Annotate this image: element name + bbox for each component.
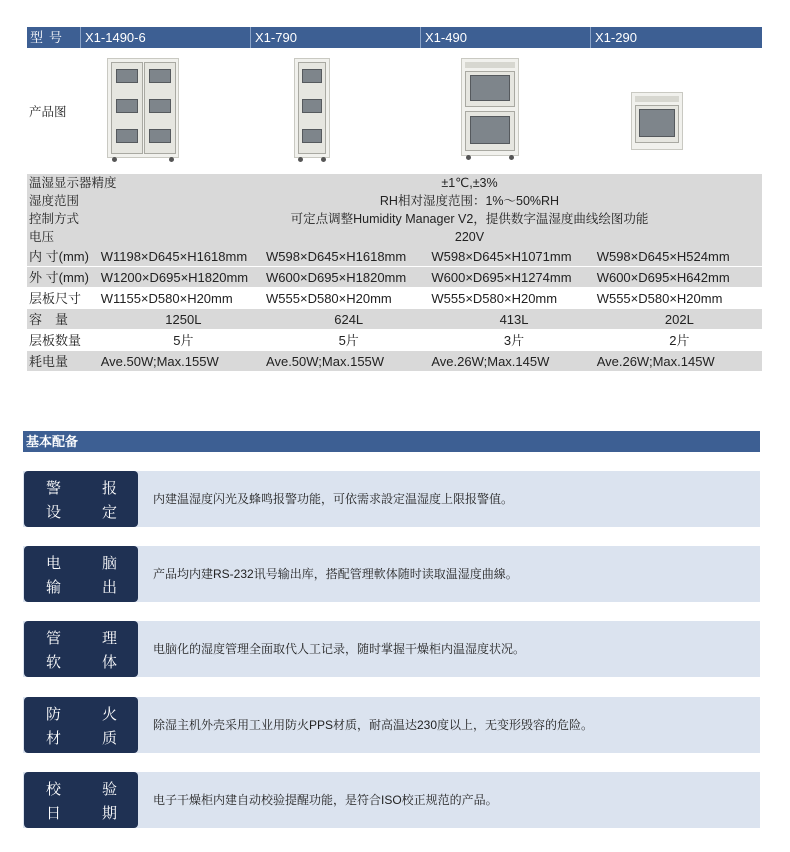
spec-label: 容 量 (29, 312, 69, 327)
tag-char: 期 (102, 805, 118, 822)
feature-tag (24, 471, 138, 527)
model-name: X1-290 (595, 30, 637, 45)
tag-char: 电 (46, 555, 62, 572)
product-image-row (27, 48, 762, 174)
spec-value: W598×D645×H1071mm (431, 249, 572, 264)
spec-value: W1155×D580×H20mm (100, 291, 233, 306)
tag-char: 火 (102, 706, 118, 723)
spec-value: 220V (454, 230, 485, 244)
spec-row-inner-size (27, 246, 762, 267)
spec-value: 可定点调整Humidity Manager V2，提供数字温湿度曲线绘图功能 (290, 212, 649, 226)
spec-value: 413L (499, 312, 529, 327)
spec-row-outer-size (27, 267, 762, 288)
spec-row-humidity-range (27, 192, 762, 210)
product-image-x1-490 (421, 48, 591, 174)
model-name: X1-490 (421, 27, 591, 48)
spec-value: Ave.50W;Max.155W (266, 354, 385, 369)
spec-value: RH相对湿度范围：1%～50%RH (379, 194, 560, 208)
spec-value: Ave.50W;Max.155W (100, 354, 219, 369)
tag-char: 理 (102, 630, 118, 647)
spec-value: W598×D645×H524mm (596, 249, 730, 264)
spec-value: Ave.26W;Max.145W (431, 354, 550, 369)
spec-value: 5片 (173, 333, 194, 348)
spec-value: W598×D645×H1618mm (266, 249, 407, 264)
spec-row-control-mode (27, 210, 762, 228)
feature-tag (24, 546, 138, 602)
spec-row-power (27, 351, 762, 372)
spec-value: W555×D580×H20mm (596, 291, 723, 306)
feature-description: 产品均内建RS-232讯号输出库，搭配管理軟体随时读取温湿度曲線。 (153, 567, 518, 581)
tag-char: 脑 (102, 555, 118, 572)
spec-value: W555×D580×H20mm (431, 291, 558, 306)
product-image-x1-290 (591, 48, 761, 174)
tag-char: 管 (46, 630, 62, 647)
spec-label: 控制方式 (29, 212, 80, 226)
spec-value: W1200×D695×H1820mm (100, 270, 249, 285)
model-label: 型号 (27, 27, 81, 48)
spec-label: 层板尺寸 (29, 291, 82, 306)
spec-row-display-accuracy (27, 174, 762, 192)
spec-row-voltage (27, 228, 762, 246)
model-name: X1-1490-6 (81, 27, 251, 48)
spec-value: W600×D695×H1274mm (431, 270, 572, 285)
spec-header-row (27, 27, 762, 48)
spec-value: W600×D695×H642mm (596, 270, 730, 285)
tag-char: 日 (46, 805, 62, 822)
spec-value: W1198×D645×H1618mm (100, 249, 248, 264)
feature-tag (24, 621, 138, 677)
tag-char: 输 (46, 579, 62, 596)
tag-char: 验 (102, 781, 118, 798)
feature-calibration-date (23, 772, 760, 828)
product-image-x1-1490-6 (81, 48, 251, 174)
spec-value: W555×D580×H20mm (266, 291, 392, 306)
feature-fireproof-material (23, 697, 760, 753)
spec-label: 湿度范围 (29, 194, 80, 208)
spec-label: 外 寸(mm) (29, 270, 89, 285)
feature-description: 电脑化的湿度管理全面取代人工记录，随时掌握干燥柜内温湿度状况。 (153, 642, 526, 656)
spec-value: 1250L (165, 312, 202, 327)
tag-char: 体 (102, 654, 118, 671)
tag-char: 报 (102, 480, 118, 497)
spec-value: ±1℃,±3% (441, 176, 498, 190)
feature-management-software (23, 621, 760, 677)
feature-computer-output (23, 546, 760, 602)
section-title: 基本配备 (23, 431, 760, 452)
tag-char: 防 (46, 706, 62, 723)
spec-label: 电压 (29, 230, 55, 244)
spec-value: 2片 (669, 333, 690, 348)
spec-value: 5片 (338, 333, 359, 348)
tag-char: 材 (46, 730, 62, 747)
spec-label: 内 寸(mm) (29, 249, 89, 264)
feature-alarm-setting (23, 471, 760, 527)
tag-char: 设 (46, 504, 62, 521)
tag-char: 出 (102, 579, 118, 596)
spec-value: 3片 (503, 333, 525, 348)
spec-value: Ave.26W;Max.145W (596, 354, 715, 369)
spec-label: 温湿显示器精度 (29, 176, 117, 190)
spec-value: 202L (664, 312, 694, 327)
tag-char: 质 (102, 730, 118, 747)
spec-label: 耗电量 (29, 354, 69, 369)
tag-char: 警 (46, 480, 62, 497)
tag-char: 定 (102, 504, 118, 521)
feature-description: 除湿主机外壳采用工业用防火PPS材质，耐高温达230度以上，无变形毁容的危险。 (153, 718, 594, 732)
spec-value: W600×D695×H1820mm (266, 270, 407, 285)
feature-description: 电子干燥柜内建自动校验提醒功能，是符合ISO校正规范的产品。 (153, 793, 498, 807)
feature-description: 内建温湿度闪光及蜂鸣报警功能，可依需求設定温湿度上限报警值。 (153, 492, 514, 506)
spec-value: 624L (334, 312, 364, 327)
spec-row-shelf-size (27, 288, 762, 309)
product-image-x1-790 (251, 48, 421, 174)
spec-row-shelf-count (27, 330, 762, 351)
spec-label: 层板数量 (29, 333, 82, 348)
product-image-label: 产品图 (29, 105, 67, 119)
spec-row-capacity (27, 309, 762, 330)
tag-char: 软 (46, 654, 62, 671)
feature-tag (24, 772, 138, 828)
common-spec-block (27, 174, 762, 246)
tag-char: 校 (46, 781, 62, 798)
model-name: X1-790 (251, 27, 421, 48)
feature-tag (24, 697, 138, 753)
spec-table (27, 27, 762, 372)
